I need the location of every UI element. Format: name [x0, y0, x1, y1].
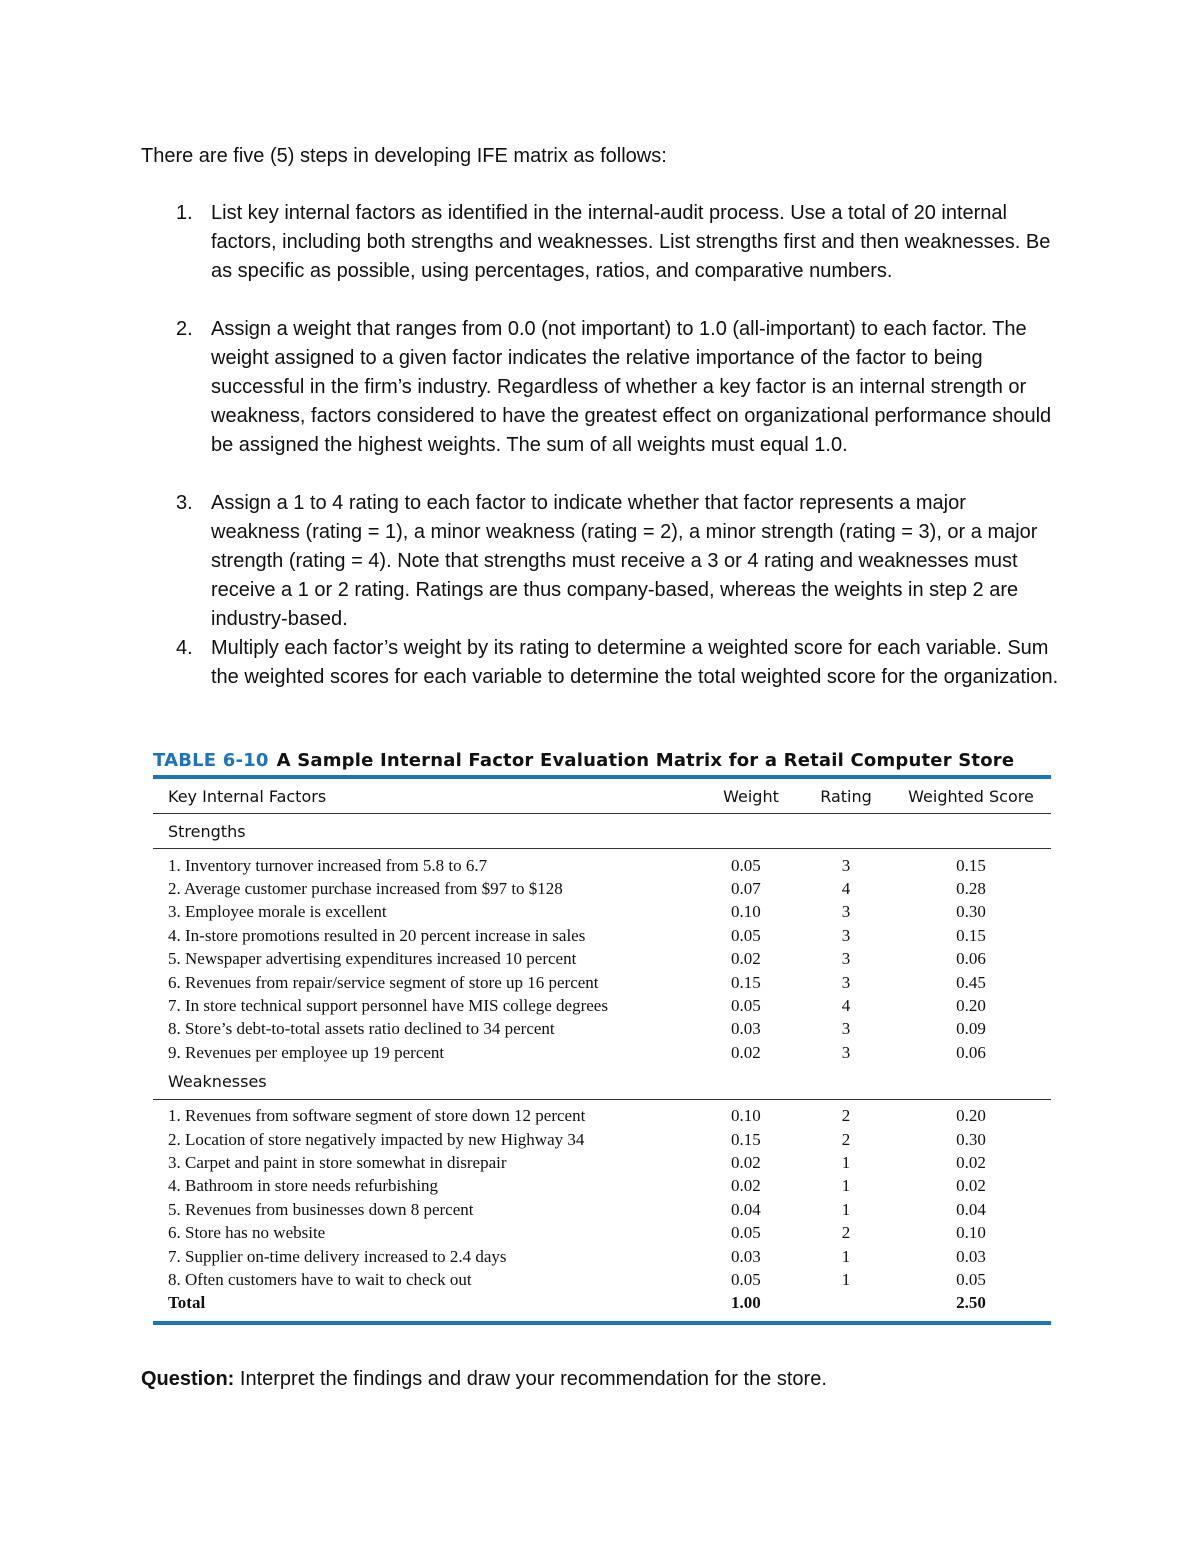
table-row [153, 1175, 1051, 1198]
table-number: TABLE 6-10 [153, 750, 269, 771]
weight-cell: 0.07 [731, 879, 761, 899]
weight-cell: 0.05 [731, 1223, 761, 1243]
steps-list [170, 199, 1060, 721]
factor-cell: 2. Location of store negatively impacted by new Highway 34 [168, 1129, 585, 1149]
header-rating: Rating [801, 779, 891, 814]
table-row [153, 1198, 1051, 1221]
weight-cell: 0.03 [731, 1019, 761, 1039]
ife-matrix-table [153, 779, 1051, 1315]
step-number: 3. [176, 492, 193, 514]
score-cell: 0.10 [956, 1223, 986, 1243]
factor-cell: 3. Employee morale is excellent [168, 902, 387, 922]
score-cell: 0.28 [956, 879, 986, 899]
weight-cell: 0.02 [731, 1042, 761, 1062]
total-label: Total [168, 1293, 206, 1313]
table-row [153, 924, 1051, 947]
weight-cell: 0.05 [731, 925, 761, 945]
step-item [170, 489, 1060, 634]
table-row [153, 1221, 1051, 1244]
score-cell: 0.09 [956, 1019, 986, 1039]
step-text: Assign a weight that ranges from 0.0 (not important) to 1.0 (all-important) to each factor. The weight assigned to a given factor indicates the relative importance of the factor to being successful in the firm’s industry. Regardless of whether a key factor is an internal strength or weakness, factors considered to have the greatest effect on organizational performance should be assigned the highest weights. The sum of all weights must equal 1.0. [211, 318, 1052, 456]
question-label: Question: [141, 1368, 235, 1390]
score-cell: 0.03 [956, 1246, 986, 1266]
factor-cell: 9. Revenues per employee up 19 percent [168, 1042, 445, 1062]
question-text: Interpret the findings and draw your recommendation for the store. [234, 1368, 827, 1390]
weight-cell: 0.05 [731, 996, 761, 1016]
weight-cell: 0.10 [731, 1106, 761, 1126]
factor-cell: 5. Newspaper advertising expenditures increased 10 percent [168, 949, 577, 969]
factor-cell: 6. Revenues from repair/service segment of store up 16 percent [168, 972, 599, 992]
factor-cell: 1. Inventory turnover increased from 5.8 to 6.7 [168, 855, 488, 875]
rating-cell: 1 [841, 1199, 851, 1219]
rating-cell: 3 [841, 949, 851, 969]
score-cell: 0.30 [956, 1129, 986, 1149]
table-row [153, 1105, 1051, 1128]
weight-cell: 0.04 [731, 1199, 761, 1219]
score-cell: 0.20 [956, 1106, 986, 1126]
header-weight: Weight [701, 779, 801, 814]
rating-cell: 2 [841, 1223, 851, 1243]
rating-cell: 3 [841, 1042, 851, 1062]
score-cell: 0.06 [956, 1042, 986, 1062]
factor-cell: 3. Carpet and paint in store somewhat in disrepair [168, 1152, 507, 1172]
weaknesses-heading: Weaknesses [153, 1065, 1051, 1100]
ife-table-figure [153, 747, 1051, 1325]
factor-cell: 7. In store technical support personnel have MIS college degrees [168, 996, 608, 1016]
weight-cell: 0.15 [731, 1129, 761, 1149]
weight-cell: 0.05 [731, 1269, 761, 1289]
rating-cell: 1 [841, 1152, 851, 1172]
step-number: 1. [176, 202, 193, 224]
rating-cell: 4 [841, 879, 851, 899]
rating-cell: 3 [841, 925, 851, 945]
weaknesses-section [153, 1065, 1051, 1316]
intro-paragraph: There are five (5) steps in developing IFE matrix as follows: [141, 145, 667, 167]
rating-cell: 2 [841, 1106, 851, 1126]
step-number: 2. [176, 318, 193, 340]
factor-cell: 4. Bathroom in store needs refurbishing [168, 1176, 439, 1196]
total-weight: 1.00 [731, 1293, 761, 1313]
table-row [153, 971, 1051, 994]
rating-cell: 1 [841, 1269, 851, 1289]
factor-cell: 6. Store has no website [168, 1223, 326, 1243]
table-row [153, 1018, 1051, 1041]
rating-cell: 3 [841, 902, 851, 922]
table-header-row [153, 779, 1051, 814]
score-cell: 0.30 [956, 902, 986, 922]
header-key-factors: Key Internal Factors [153, 779, 701, 814]
score-cell: 0.05 [956, 1269, 986, 1289]
table-bottom-rule [153, 1321, 1051, 1325]
rating-cell: 3 [841, 972, 851, 992]
table-row [153, 994, 1051, 1017]
weight-cell: 0.03 [731, 1246, 761, 1266]
score-cell: 0.04 [956, 1199, 986, 1219]
table-row [153, 877, 1051, 900]
rating-cell: 1 [841, 1246, 851, 1266]
weight-cell: 0.10 [731, 902, 761, 922]
rating-cell: 1 [841, 1176, 851, 1196]
table-row [153, 1128, 1051, 1151]
score-cell: 0.02 [956, 1152, 986, 1172]
factor-cell: 8. Often customers have to wait to check out [168, 1269, 472, 1289]
factor-cell: 4. In-store promotions resulted in 20 percent increase in sales [168, 925, 586, 945]
weight-cell: 0.05 [731, 855, 761, 875]
step-item [170, 199, 1060, 315]
table-row [153, 1151, 1051, 1174]
table-row [153, 901, 1051, 924]
score-cell: 0.20 [956, 996, 986, 1016]
step-text: List key internal factors as identified in the internal-audit process. Use a total of 20 internal factors, including both strengths and weaknesses. List strengths first and then weaknesses. Be as specific as possible, using percentages, ratios, and comparative numbers. [211, 202, 1051, 282]
table-title: A Sample Internal Factor Evaluation Matrix for a Retail Computer Store [276, 750, 1015, 771]
table-row [153, 948, 1051, 971]
table-row [153, 1268, 1051, 1291]
weight-cell: 0.02 [731, 949, 761, 969]
total-rating-empty [801, 1292, 891, 1315]
header-weighted-score: Weighted Score [891, 779, 1051, 814]
factor-cell: 7. Supplier on-time delivery increased to 2.4 days [168, 1246, 507, 1266]
strengths-section [153, 814, 1051, 1065]
rating-cell: 3 [841, 855, 851, 875]
total-score: 2.50 [956, 1293, 986, 1313]
table-caption [153, 747, 1051, 775]
factor-cell: 8. Store’s debt-to-total assets ratio declined to 34 percent [168, 1019, 555, 1039]
factor-cell: 5. Revenues from businesses down 8 percent [168, 1199, 474, 1219]
rating-cell: 4 [841, 996, 851, 1016]
score-cell: 0.15 [956, 925, 986, 945]
step-text: Assign a 1 to 4 rating to each factor to indicate whether that factor represents a major weakness (rating = 1), a minor weakness (rating = 2), a minor strength (rating = 3), or a major strength (rating = 4). Note that strengths must receive a 3 or 4 rating and weaknesses must receive a 1 or 2 rating. Ratings are thus company-based, whereas the weights in step 2 are industry-based. [211, 492, 1038, 630]
score-cell: 0.45 [956, 972, 986, 992]
weight-cell: 0.02 [731, 1152, 761, 1172]
score-cell: 0.02 [956, 1176, 986, 1196]
weight-cell: 0.15 [731, 972, 761, 992]
factor-cell: 1. Revenues from software segment of store down 12 percent [168, 1106, 586, 1126]
table-row [153, 1245, 1051, 1268]
rating-cell: 2 [841, 1129, 851, 1149]
table-row [153, 854, 1051, 877]
step-text: Multiply each factor’s weight by its rating to determine a weighted score for each variable. Sum the weighted scores for each variable to determine the total weighted score for the organization. [211, 637, 1059, 688]
step-item [170, 315, 1060, 489]
table-total-row [153, 1292, 1051, 1315]
step-item [170, 634, 1060, 721]
step-number: 4. [176, 637, 193, 659]
score-cell: 0.15 [956, 855, 986, 875]
score-cell: 0.06 [956, 949, 986, 969]
factor-cell: 2. Average customer purchase increased from $97 to $128 [168, 879, 563, 899]
rating-cell: 3 [841, 1019, 851, 1039]
table-row [153, 1041, 1051, 1064]
strengths-heading: Strengths [153, 814, 1051, 849]
weight-cell: 0.02 [731, 1176, 761, 1196]
question-paragraph [141, 1365, 1061, 1394]
